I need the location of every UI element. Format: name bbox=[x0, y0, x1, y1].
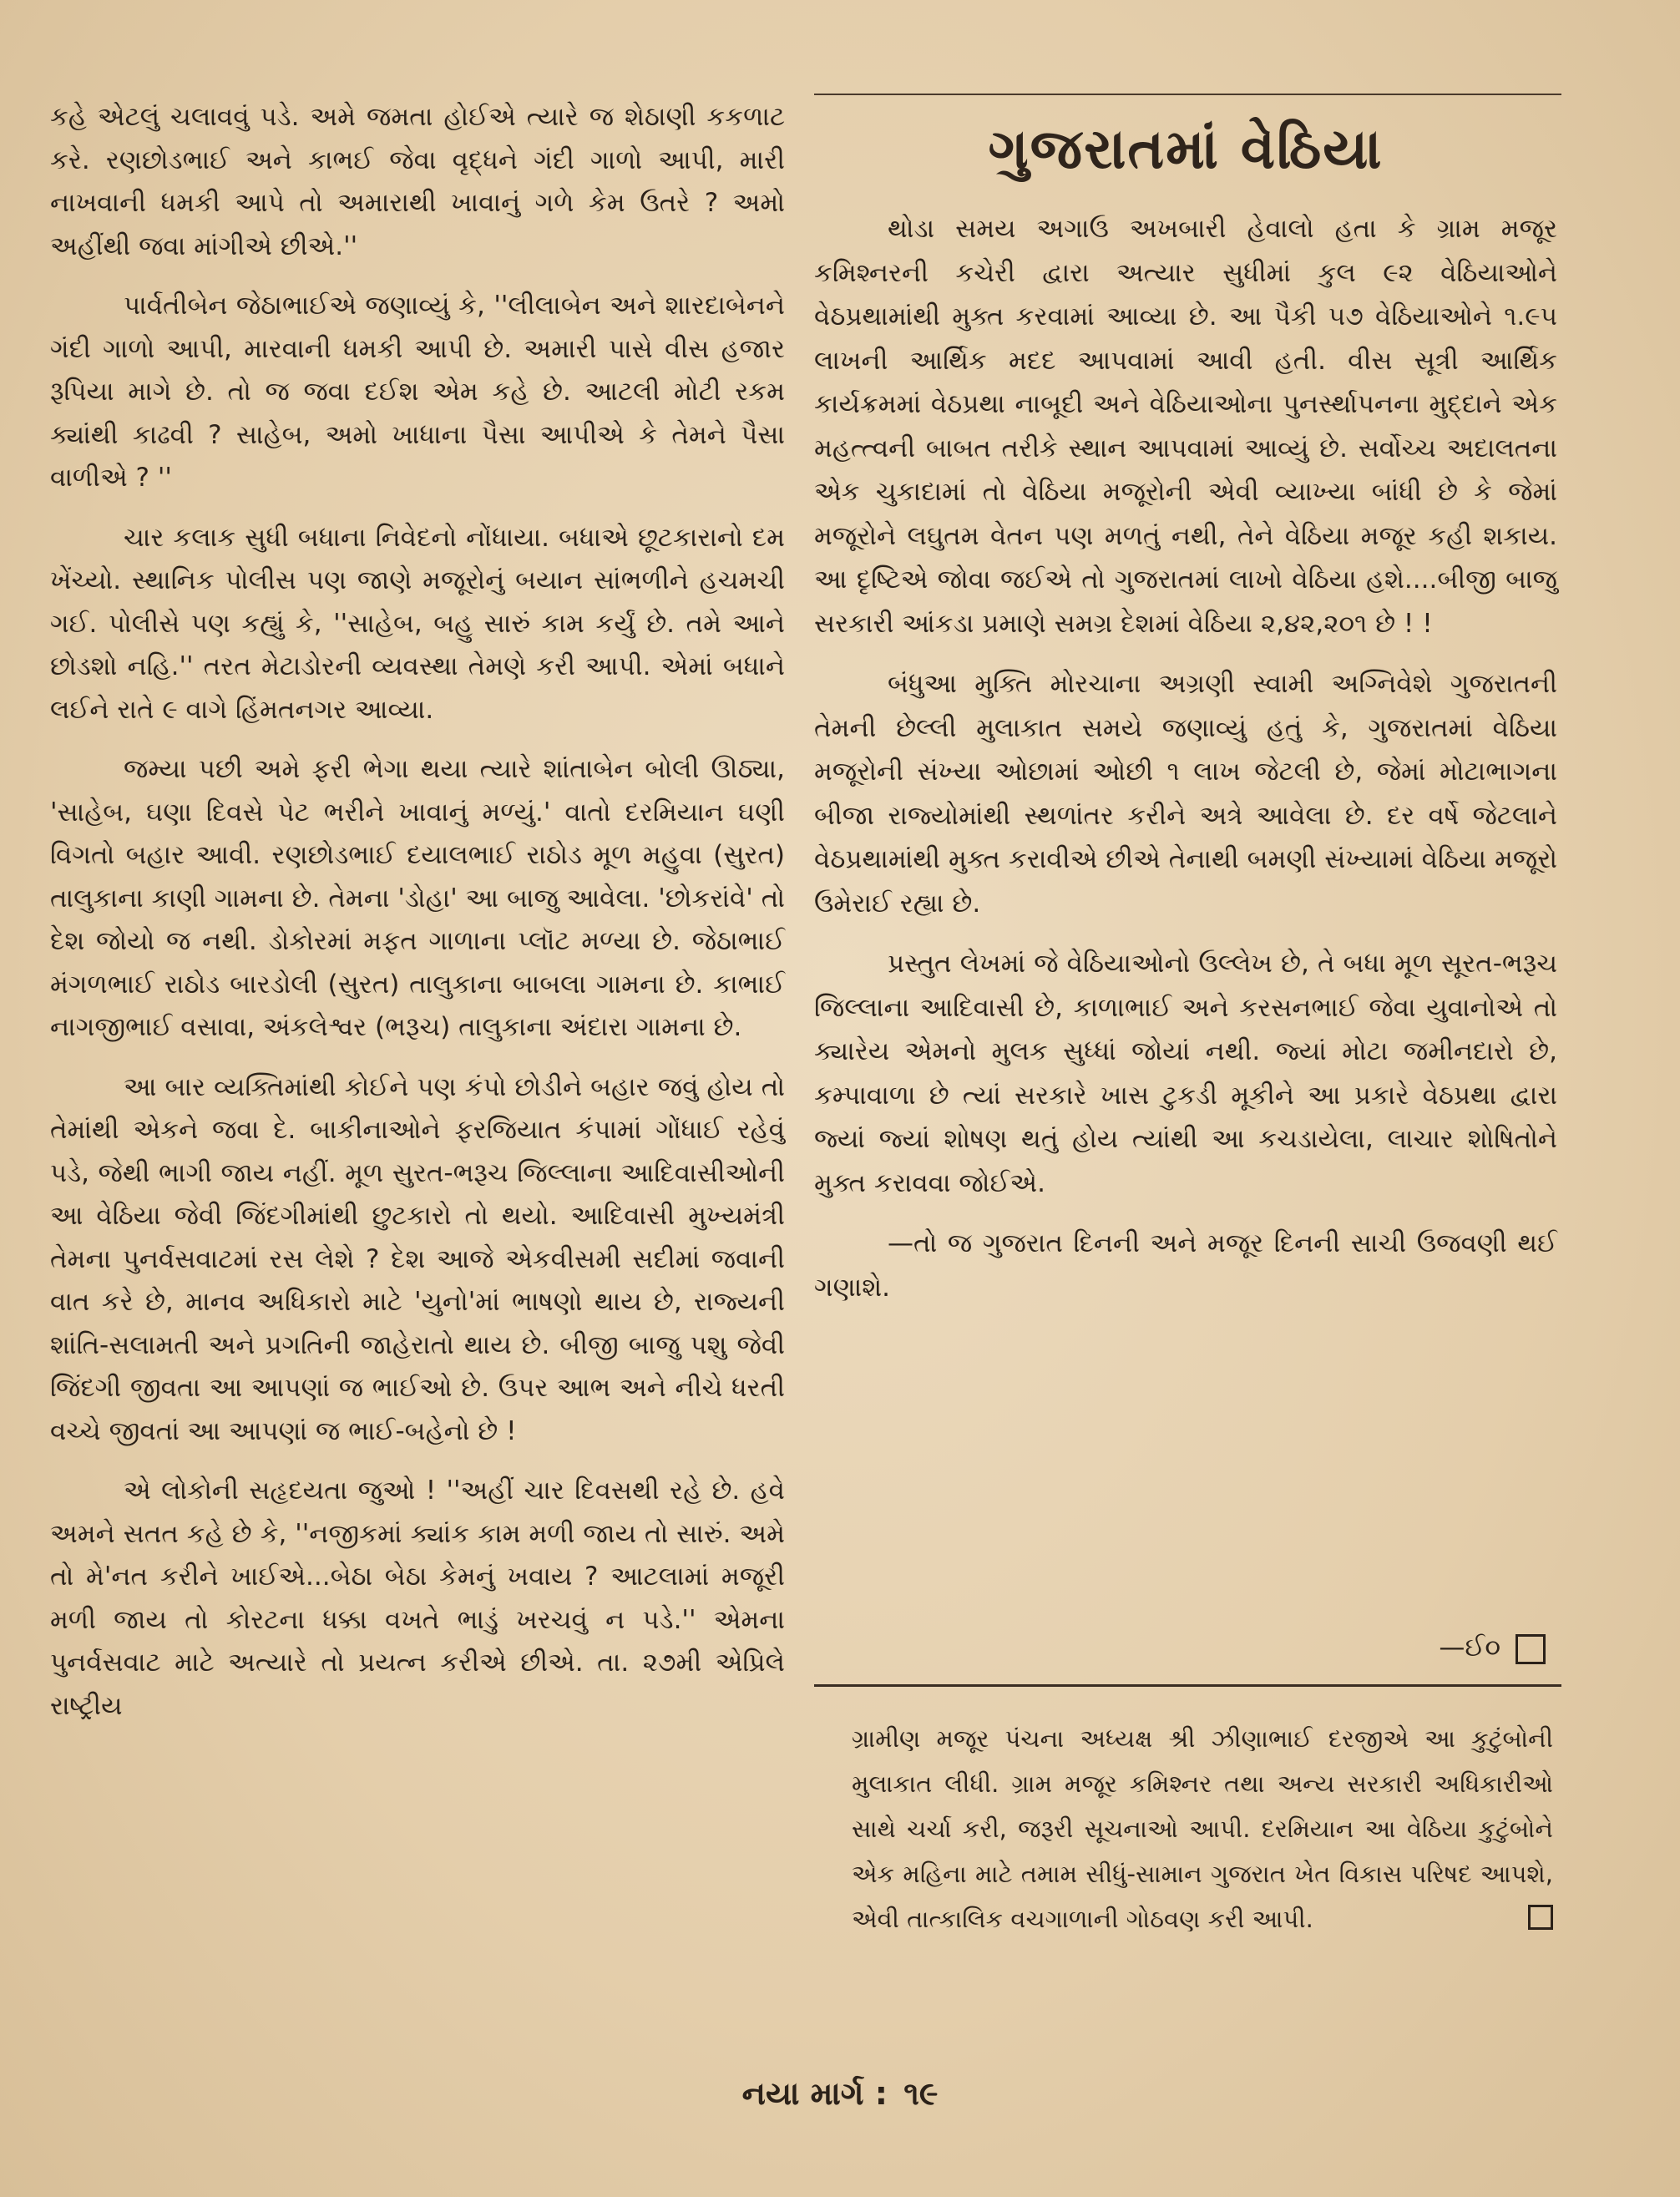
article-paragraph-1: થોડા સમય અગાઉ અખબારી હેવાલો હતા કે ગ્રામ મજૂર કમિશ્નરની કચેરી દ્વારા અત્યાર સુધીમાં કુલ ૯૨ વેઠિયાઓને વેઠપ્રથામાંથી મુક્ત કરવામાં આવ્યા છે. આ પૈકી ૫૭ વેઠિયાઓને ૧.૯૫ લાખની આર્થિક મદદ આપવામાં આવી હતી. વીસ સૂત્રી આર્થિક કાર્યક્રમમાં વેઠપ્રથા નાબૂદી અને વેઠિયાઓના પુનર્સ્થાપનના મુદ્દાને એક મહત્ત્વની બાબત તરીકે સ્થાન આપવામાં આવ્યું છે. સર્વોચ્ચ અદાલતના એક ચુકાદામાં તો વેઠિયા મજૂરોની એવી વ્યાખ્યા બાંધી છે કે જેમાં મજૂરોને લઘુતમ વેતન પણ મળતું નથી, તેને વેઠિયા મજૂર કહી શકાય. આ દૃષ્ટિએ જોવા જઈએ તો ગુજરાતમાં લાખો વેઠિયા હશે....બીજી બાજુ સરકારી આંકડા પ્રમાણે સમગ્ર દેશમાં વેઠિયા ૨,૪૨,૨૦૧ છે ! ! bbox=[814, 214, 1557, 639]
article-signature bbox=[814, 1633, 1557, 1664]
end-mark-box bbox=[1516, 1634, 1546, 1664]
article-paragraph-3: પ્રસ્તુત લેખમાં જે વેઠિયાઓનો ઉલ્લેખ છે, તે બધા મૂળ સૂરત-ભરૂચ જિલ્લાના આદિવાસી છે, કાળાભાઈ અને કરસનભાઈ જેવા યુવાનોએ તો ક્યારેય એમનો મુલક સુધ્ધાં જોયાં નથી. જ્યાં મોટા જમીનદારો છે, કમ્પાવાળા છે ત્યાં સરકારે ખાસ ટુકડી મૂકીને આ પ્રકારે વેઠપ્રથા દ્વારા જ્યાં જ્યાં શોષણ થતું હોય ત્યાંથી આ કચડાયેલા, લાચાર શોષિતોને મુક્ત કરાવવા જોઈએ. bbox=[814, 949, 1557, 1198]
left-paragraph-6: એ લોકોની સહૃદયતા જુઓ ! ''અહીં ચાર દિવસથી રહે છે. હવે અમને સતત કહે છે કે, ''નજીકમાં ક્યાંક કામ મળી જાય તો સારું. અમે તો મે'નત કરીને ખાઈએ...બેઠા બેઠા કેમનું ખવાય ? આટલામાં મજૂરી મળી જાય તો કોરટના ધક્કા વખતે ભાડું ખરચવું ન પડે.'' એમના પુનર્વસવાટ માટે અત્યારે તો પ્રયત્ન કરીએ છીએ. તા. ૨૭મી એપ્રિલે રાષ્ટ્રીય bbox=[50, 1476, 785, 1721]
left-paragraph-1: કહે એટલું ચલાવવું પડે. અમે જમતા હોઈએ ત્યારે જ શેઠાણી કકળાટ કરે. રણછોડભાઈ અને કાભઈ જેવા વૃદ્ધને ગંદી ગાળો આપી, મારી નાખવાની ધમકી આપે તો અમારાથી ખાવાનું ગળે કેમ ઉતરે ? અમો અહીંથી જવા માંગીએ છીએ.'' bbox=[50, 102, 785, 261]
article-top-rule bbox=[814, 94, 1561, 95]
article-closing-line: —તો જ ગુજરાત દિનની અને મજૂર દિનની સાચી ઉજવણી થઈ ગણાશે. bbox=[814, 1228, 1557, 1303]
left-paragraph-4: જમ્યા પછી અમે ફરી ભેગા થયા ત્યારે શાંતાબેન બોલી ઊઠ્યા, 'સાહેબ, ઘણા દિવસે પેટ ભરીને ખાવાનું મળ્યું.' વાતો દરમિયાન ઘણી વિગતો બહાર આવી. રણછોડભાઈ દયાલભાઈ રાઠોડ મૂળ મહુવા (સુરત) તાલુકાના કાણી ગામના છે. તેમના 'ડોહા' આ બાજુ આવેલા. 'છોકરાંવે' તો દેશ જોયો જ નથી. ડોકોરમાં મફત ગાળાના પ્લૉટ મળ્યા છે. જેઠાભાઈ મંગળભાઈ રાઠોડ બારડોલી (સુરત) તાલુકાના બાબલા ગામના છે. કાભાઈ નાગજીભાઈ વસાવા, અંકલેશ્વર (ભરૂચ) તાલુકાના અંદારા ગામના છે. bbox=[50, 754, 785, 1042]
footer-separator: : bbox=[874, 2075, 888, 2112]
left-column bbox=[50, 96, 785, 1744]
magazine-name: નયા માર્ગ bbox=[741, 2075, 864, 2112]
update-note bbox=[852, 1716, 1553, 1941]
page-footer bbox=[0, 2075, 1680, 2113]
left-paragraph-5: આ બાર વ્યક્તિમાંથી કોઈને પણ કંપો છોડીને બહાર જવું હોય તો તેમાંથી એકને જવા દે. બાકીનાઓને ફરજિયાત કંપામાં ગોંધાઈ રહેવું પડે, જેથી ભાગી જાય નહીં. મૂળ સુરત-ભરૂચ જિલ્લાના આદિવાસીઓની આ વેઠિયા જેવી જિંદગીમાંથી છુટકારો તો થયો. આદિવાસી મુખ્યમંત્રી તેમના પુનર્વસવાટમાં રસ લેશે ? દેશ આજે એકવીસમી સદીમાં જવાની વાત કરે છે, માનવ અધિકારો માટે 'યુનો'માં ભાષણો થાય છે, રાજ્યની શાંતિ-સલામતી અને પ્રગતિની જાહેરાતો થાય છે. બીજી બાજુ પશુ જેવી જિંદગી જીવતા આ આપણાં જ ભાઈઓ છે. ઉપર આભ અને નીચે ધરતી વચ્ચે જીવતાં આ આપણાં જ ભાઈ-બહેનો છે ! bbox=[50, 1071, 785, 1446]
article-body bbox=[814, 207, 1557, 1326]
note-separator-rule bbox=[814, 1684, 1561, 1687]
update-note-text: ગ્રામીણ મજૂર પંચના અધ્યક્ષ શ્રી ઝીણાભાઈ દરજીએ આ કુટુંબોની મુલાકાત લીધી. ગ્રામ મજૂર કમિશ્નર તથા અન્ય સરકારી અધિકારીઓ સાથે ચર્ચા કરી, જરૂરી સૂચનાઓ આપી. દરમિયાન આ વેઠિયા કુટુંબોને એક મહિના માટે તમામ સીધું-સામાન ગુજરાત ખેત વિકાસ પરિષદ આપશે, એવી તાત્કાલિક વચગાળાની ગોઠવણ કરી આપી. bbox=[852, 1724, 1553, 1933]
left-paragraph-3: ચાર કલાક સુધી બધાના નિવેદનો નોંધાયા. બધાએ છૂટકારાનો દમ ખેંચ્યો. સ્થાનિક પોલીસ પણ જાણે મજૂરોનું બયાન સાંભળીને હચમચી ગઈ. પોલીસે પણ કહ્યું કે, ''સાહેબ, બહુ સારું કામ કર્યું છે. તમે આને છોડશો નહિ.'' તરત મેટાડોરની વ્યવસ્થા તેમણે કરી આપી. એમાં બધાને લઈને રાતે ૯ વાગે હિંમતનગર આવ્યા. bbox=[50, 522, 785, 725]
article-paragraph-2: બંધુઆ મુક્તિ મોરચાના અગ્રણી સ્વામી અગ્નિવેશે ગુજરાતની તેમની છેલ્લી મુલાકાત સમયે જણાવ્યું હતું કે, ગુજરાતમાં વેઠિયા મજૂરોની સંખ્યા ઓછામાં ઓછી ૧ લાખ જેટલી છે, જેમાં મોટાભાગના બીજા રાજ્યોમાંથી સ્થળાંતર કરીને અત્રે આવેલા છે. દર વર્ષે જેટલાને વેઠપ્રથામાંથી મુક્ત કરાવીએ છીએ તેનાથી બમણી સંખ્યામાં વેઠિયા મજૂરો ઉમેરાઈ રહ્યા છે. bbox=[814, 669, 1557, 919]
page-number: ૧૯ bbox=[903, 2075, 939, 2112]
note-end-mark-box bbox=[1528, 1905, 1553, 1930]
article-title: ગુજરાતમાં વેઠિયા bbox=[988, 117, 1384, 181]
signature-text: —ઈ૦ bbox=[1439, 1633, 1500, 1663]
left-paragraph-2: પાર્વતીબેન જેઠાભાઈએ જણાવ્યું કે, ''લીલાબેન અને શારદાબેનને ગંદી ગાળો આપી, મારવાની ધમકી આપી છે. અમારી પાસે વીસ હજાર રૂપિયા માગે છે. તો જ જવા દઈશ એમ કહે છે. આટલી મોટી રકમ ક્યાંથી કાઢવી ? સાહેબ, અમો ખાધાના પૈસા આપીએ કે તેમને પૈસા વાળીએ ? '' bbox=[50, 291, 785, 493]
